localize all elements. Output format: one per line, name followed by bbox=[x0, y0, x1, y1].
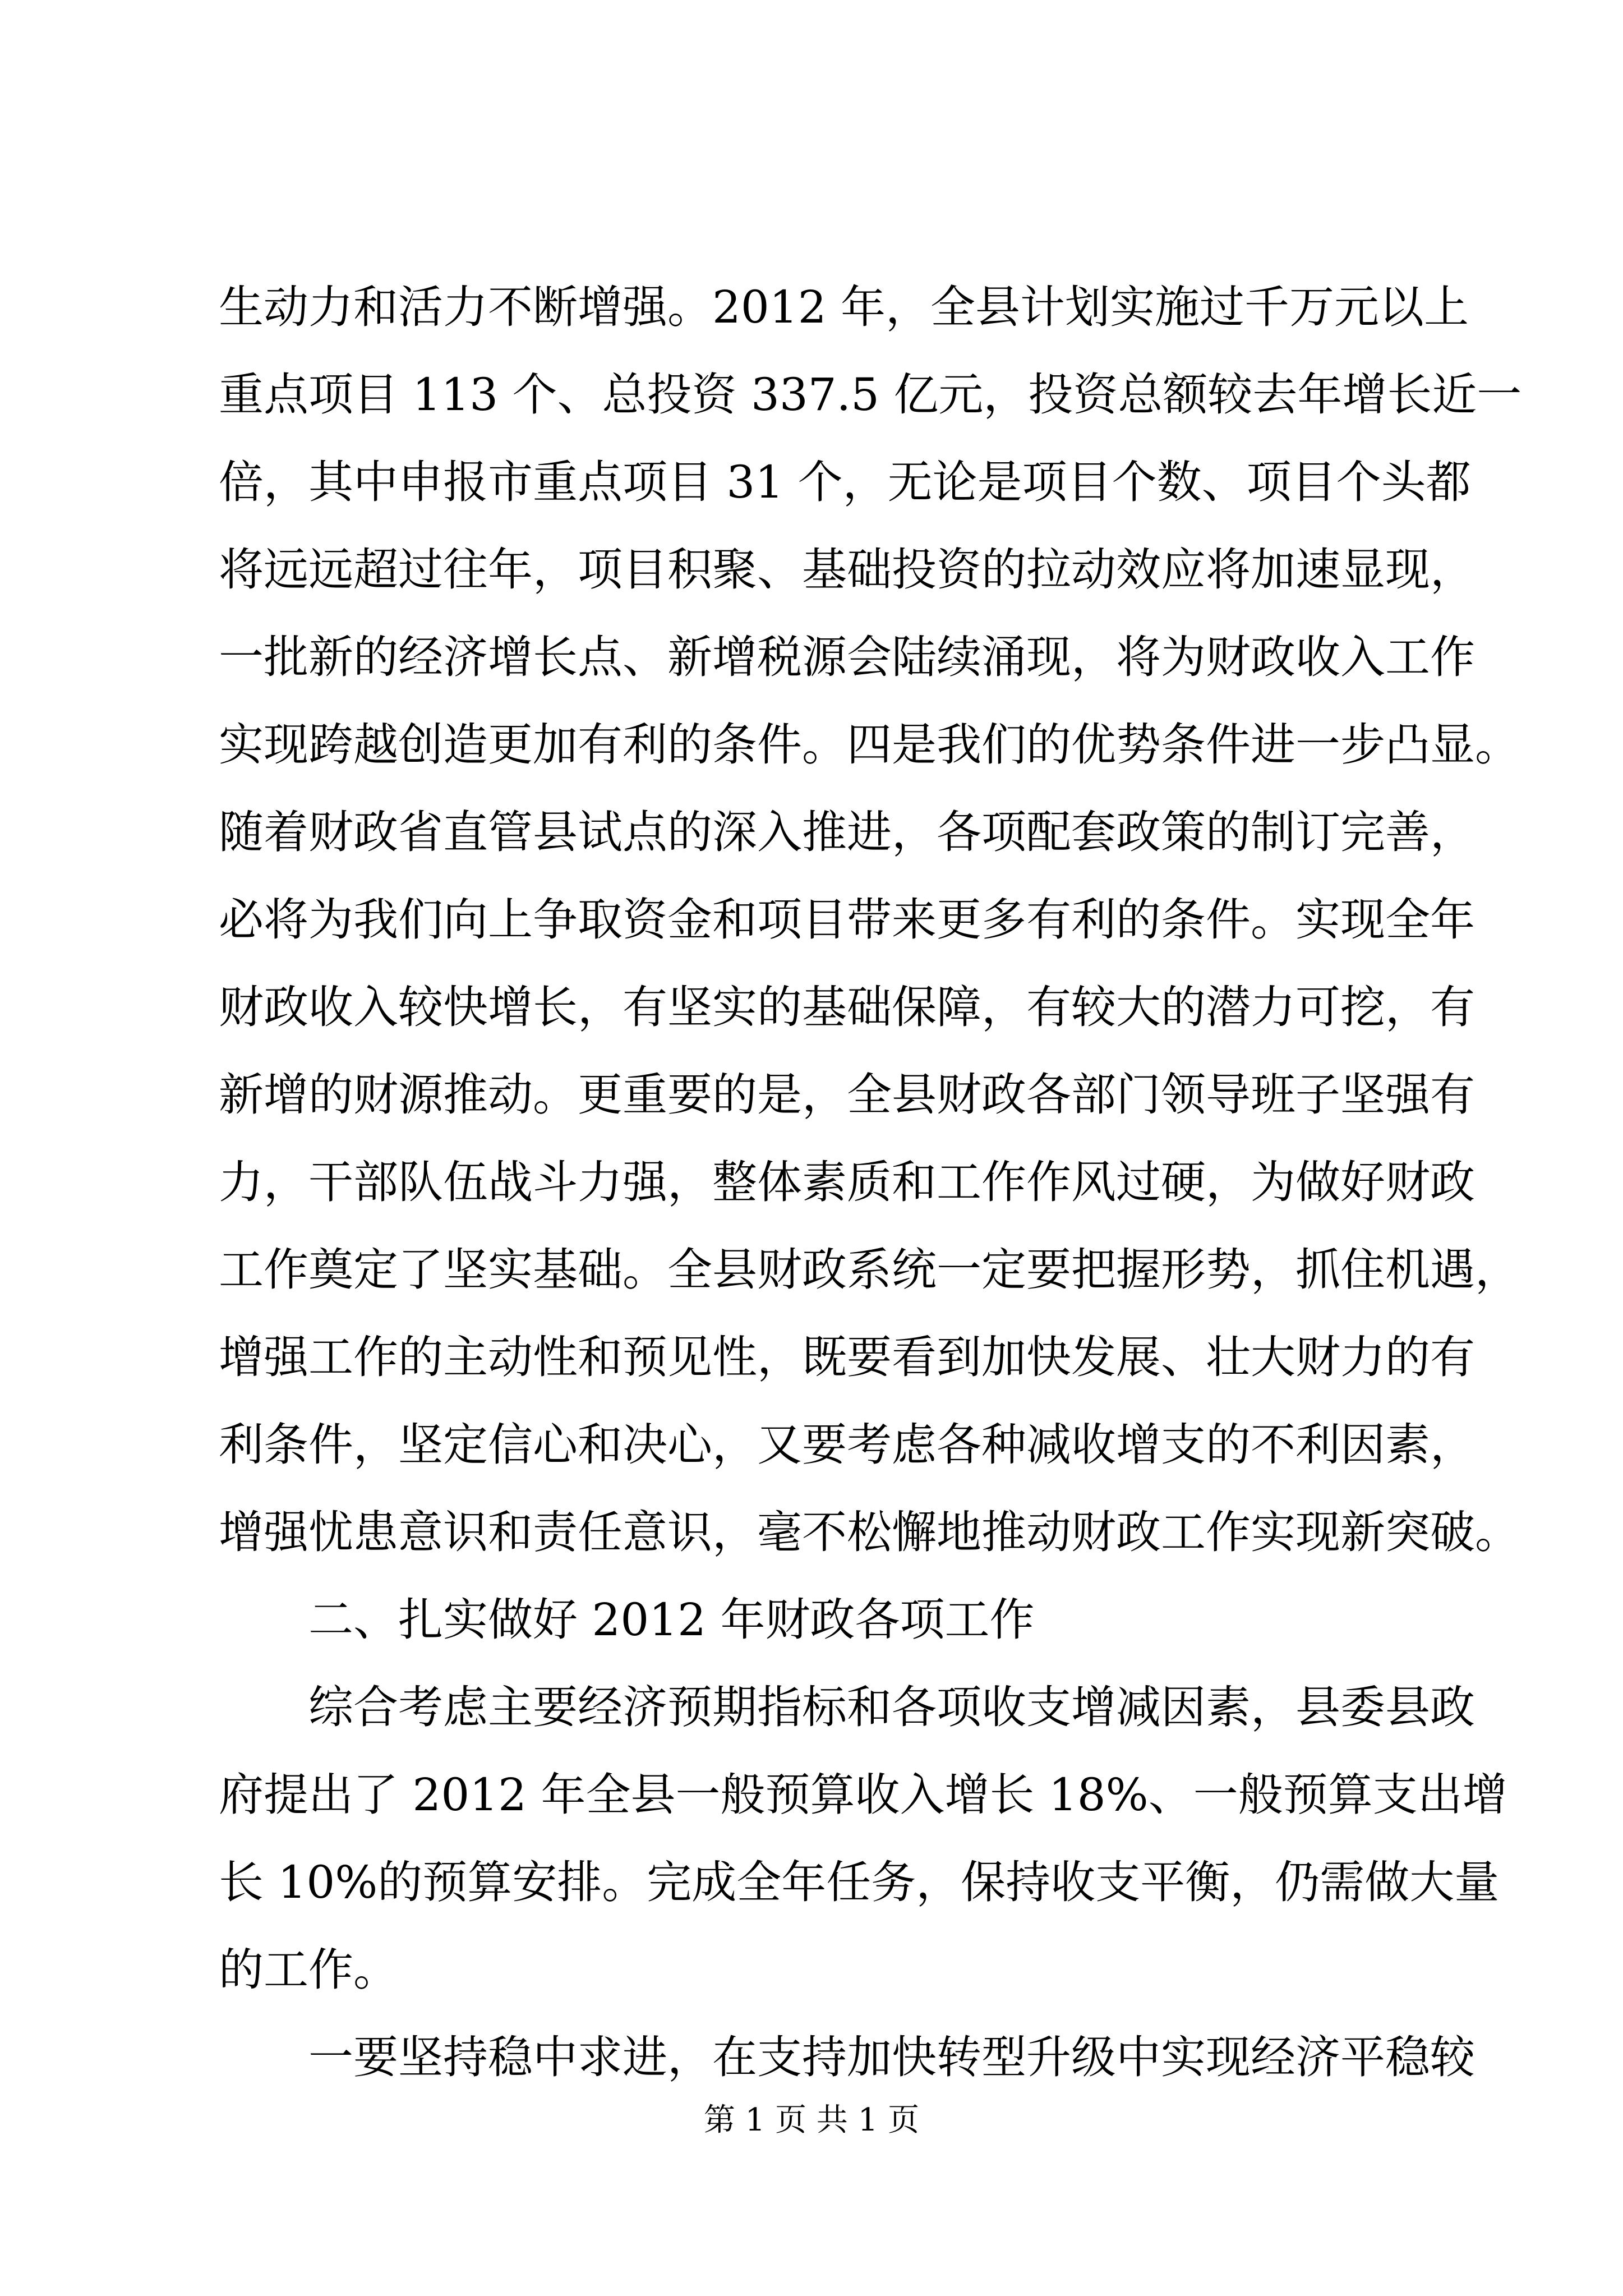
text-line: 一批新的经济增长点、新增税源会陆续涌现，将为财政收入工作 bbox=[219, 631, 1475, 683]
text-line: 二、扎实做好 2012 年财政各项工作 bbox=[308, 1594, 1035, 1646]
text-line: 新增的财源推动。更重要的是，全县财政各部门领导班子坚强有 bbox=[219, 1069, 1475, 1121]
text-line: 生动力和活力不断增强。2012 年，全县计划实施过千万元以上 bbox=[219, 281, 1469, 333]
text-line: 重点项目 113 个、总投资 337.5 亿元，投资总额较去年增长近一 bbox=[219, 369, 1522, 421]
text-line: 必将为我们向上争取资金和项目带来更多有利的条件。实现全年 bbox=[219, 894, 1475, 946]
text-line: 将远远超过往年，项目积聚、基础投资的拉动效应将加速显现， bbox=[219, 544, 1475, 596]
text-line: 长 10%的预算安排。完成全年任务，保持收支平衡，仍需做大量 bbox=[219, 1856, 1500, 1908]
text-line: 综合考虑主要经济预期指标和各项收支增减因素，县委县政 bbox=[308, 1681, 1475, 1733]
text-line: 府提出了 2012 年全县一般预算收入增长 18%、一般预算支出增 bbox=[219, 1769, 1507, 1821]
text-line: 一要坚持稳中求进，在支持加快转型升级中实现经济平稳较 bbox=[308, 2031, 1475, 2083]
text-line: 财政收入较快增长，有坚实的基础保障，有较大的潜力可挖，有 bbox=[219, 981, 1475, 1033]
text-line: 增强忧患意识和责任意识，毫不松懈地推动财政工作实现新突破。 bbox=[219, 1506, 1520, 1558]
text-line: 随着财政省直管县试点的深入推进，各项配套政策的制订完善， bbox=[219, 806, 1475, 858]
text-line: 实现跨越创造更加有利的条件。四是我们的优势条件进一步凸显。 bbox=[219, 719, 1520, 771]
text-line: 的工作。 bbox=[219, 1944, 398, 1996]
text-line: 工作奠定了坚实基础。全县财政系统一定要把握形势，抓住机遇， bbox=[219, 1244, 1520, 1296]
text-line: 力，干部队伍战斗力强，整体素质和工作作风过硬，为做好财政 bbox=[219, 1156, 1475, 1208]
text-line: 利条件，坚定信心和决心，又要考虑各种减收增支的不利因素， bbox=[219, 1419, 1475, 1471]
document-body bbox=[219, 264, 1522, 2101]
text-line: 增强工作的主动性和预见性，既要看到加快发展、壮大财力的有 bbox=[219, 1331, 1475, 1383]
text-line: 倍，其中申报市重点项目 31 个，无论是项目个数、项目个头都 bbox=[219, 456, 1471, 508]
page-footer: 第 1 页 共 1 页 bbox=[703, 2102, 920, 2138]
